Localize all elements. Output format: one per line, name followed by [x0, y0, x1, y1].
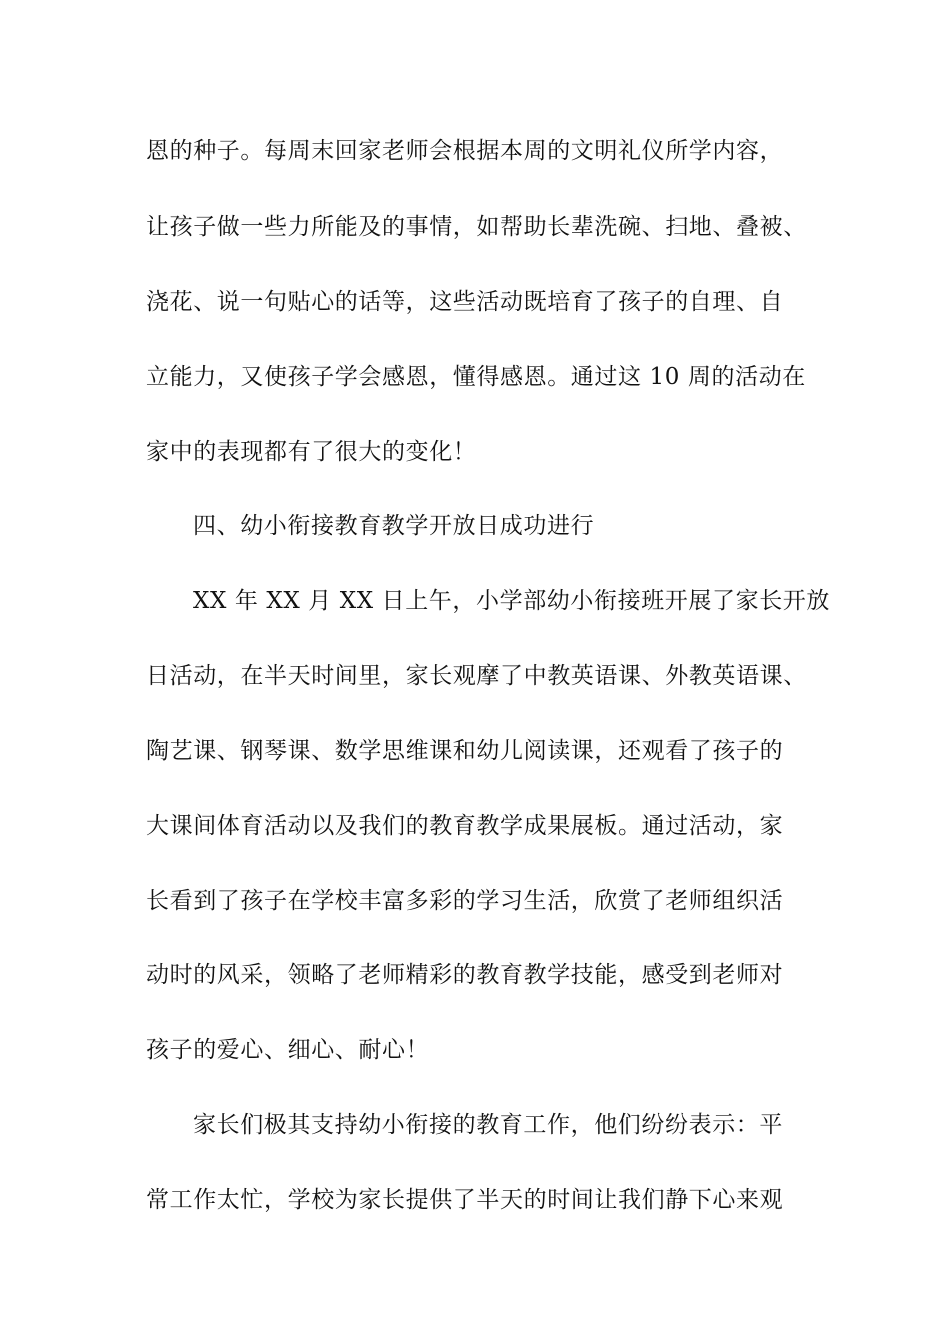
section-heading: 四、幼小衔接教育教学开放日成功进行	[193, 513, 595, 539]
paragraph-line: 孩子的爱心、细心、耐心！	[146, 1037, 430, 1063]
paragraph-line: 浇花、说一句贴心的话等，这些活动既培育了孩子的自理、自	[146, 289, 784, 315]
paragraph-line: 恩的种子。每周末回家老师会根据本周的文明礼仪所学内容，	[146, 138, 784, 164]
paragraph-line: 让孩子做一些力所能及的事情，如帮助长辈洗碗、扫地、叠被、	[146, 214, 807, 240]
paragraph-line: 长看到了孩子在学校丰富多彩的学习生活，欣赏了老师组织活	[146, 888, 784, 914]
paragraph-line: 大课间体育活动以及我们的教育教学成果展板。通过活动，家	[146, 813, 784, 839]
paragraph-line: 家中的表现都有了很大的变化！	[146, 439, 477, 465]
paragraph-line: 立能力，又使孩子学会感恩，懂得感恩。通过这 10 周的活动在	[146, 364, 806, 390]
paragraph-line: 家长们极其支持幼小衔接的教育工作，他们纷纷表示：平	[193, 1112, 783, 1138]
paragraph-line: 日活动，在半天时间里，家长观摩了中教英语课、外教英语课、	[146, 663, 807, 689]
paragraph-line: 常工作太忙，学校为家长提供了半天的时间让我们静下心来观	[146, 1187, 784, 1213]
paragraph-line: 陶艺课、钢琴课、数学思维课和幼儿阅读课，还观看了孩子的	[146, 738, 784, 764]
paragraph-line: XX 年 XX 月 XX 日上午，小学部幼小衔接班开展了家长开放	[193, 588, 830, 614]
paragraph-line: 动时的风采，领略了老师精彩的教育教学技能，感受到老师对	[146, 962, 784, 988]
